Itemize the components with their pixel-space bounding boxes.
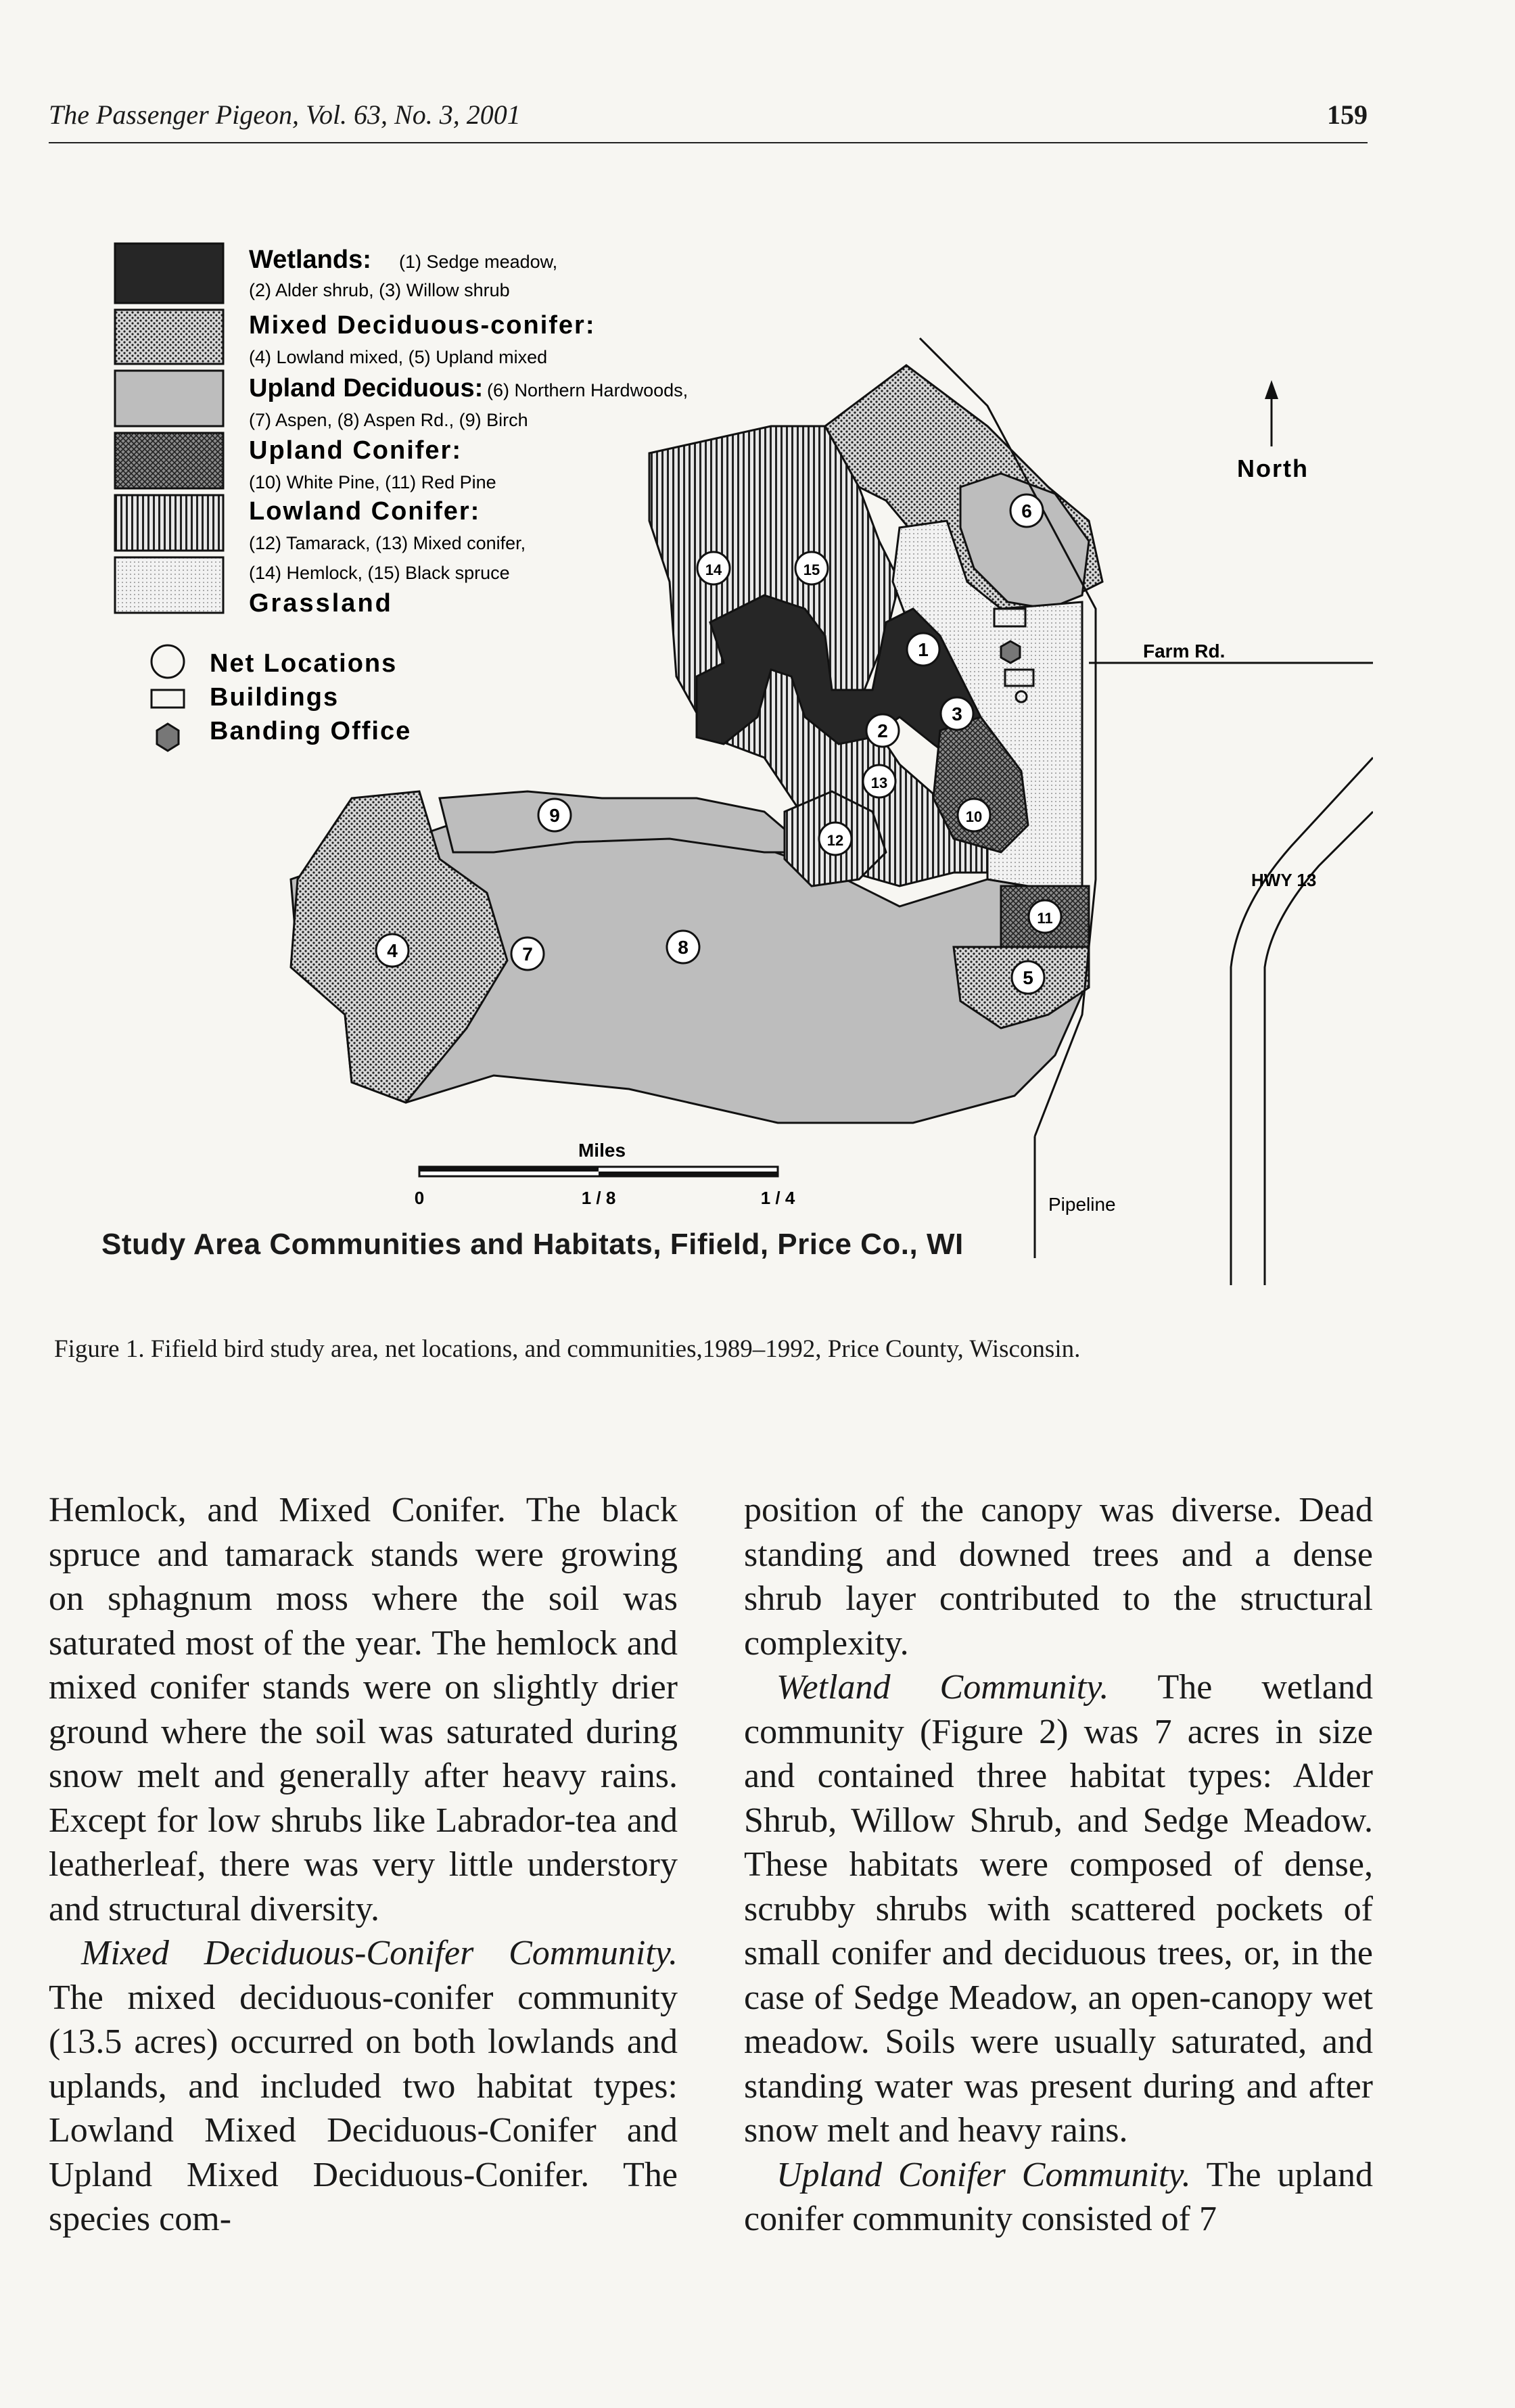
legend-lowland-conifer-items-1: (12) Tamarack, (13) Mixed conifer,: [249, 533, 526, 553]
net-location-5: [1012, 961, 1044, 994]
net-location-9: [538, 799, 571, 831]
legend-swatch-grassland: [115, 557, 223, 613]
running-head: [49, 95, 1368, 143]
legend-swatch-upland-deciduous: [115, 371, 223, 426]
building-icon: [152, 690, 184, 708]
legend-upland-conifer-items: (10) White Pine, (11) Red Pine: [249, 472, 496, 492]
legend-net-locations: Net Locations: [210, 649, 398, 678]
body-paragraph: Hemlock, and Mixed Conifer. The black spruce and tamarack stands were growing on sphagnum moss where the soil was saturated most of the year. The hemlock and mixed conifer stands were on slightly drier ground where the soil was saturated during snow melt and generally after heavy rains. Except for low shrubs like Labrador-tea and leatherleaf, there was very little understory and structural diversity.: [49, 1491, 678, 1928]
legend-lowland-conifer-items-2: (14) Hemlock, (15) Black spruce: [249, 563, 510, 583]
net-location-10: [958, 799, 990, 831]
net-location-label: 13: [870, 774, 888, 791]
body-column-left: [49, 1488, 678, 2242]
net-location-label: 1: [918, 639, 929, 660]
net-location-label: 15: [803, 561, 820, 578]
scale-label-2: 1 / 4: [760, 1188, 795, 1208]
legend-lowland-conifer-title: Lowland Conifer:: [249, 497, 481, 526]
body-column-right: [744, 1488, 1373, 2242]
legend-mixed-title: Mixed Deciduous-conifer:: [249, 311, 596, 340]
scale-label-1: 1 / 8: [581, 1188, 616, 1208]
net-location-label: 8: [678, 937, 689, 958]
legend-wetlands-items-2: (2) Alder shrub, (3) Willow shrub: [249, 280, 510, 300]
net-location-label: 3: [952, 703, 962, 724]
legend-swatch-upland-conifer: [115, 433, 223, 488]
page-number: 159: [1327, 99, 1368, 130]
journal-citation: The Passenger Pigeon, Vol. 63, No. 3, 2001: [49, 99, 521, 130]
hwy-13-line-west: [1231, 758, 1373, 1285]
net-location-label: 5: [1023, 967, 1033, 988]
net-location-6: [1010, 494, 1043, 527]
map-title: Study Area Communities and Habitats, Fifield, Price Co., WI: [101, 1228, 964, 1261]
legend-wetlands-items-1: (1) Sedge meadow,: [399, 252, 558, 272]
net-location-label: 14: [705, 561, 722, 578]
section-heading: Mixed Deciduous-Conifer Community.: [81, 1934, 678, 1972]
legend-swatch-wetlands: [115, 244, 223, 303]
map-canvas: [88, 203, 1373, 1366]
legend-swatch-lowland-conifer: [115, 495, 223, 551]
body-paragraph: [744, 1665, 1373, 2153]
paragraph-text: The mixed deciduous-conifer community (13.5 acres) occurred on both lowlands and uplands, and included two habitat types: Lowland Mixed Deciduous-Conifer and Upland Mixed Deciduous-Conifer. The species com-: [49, 1978, 678, 2238]
farm-road-label: Farm Rd.: [1143, 641, 1226, 662]
north-arrow-icon: [1265, 380, 1278, 399]
legend-upland-conifer-title: Upland Conifer:: [249, 436, 462, 465]
net-location-1: [907, 633, 939, 666]
legend-swatch-mixed: [115, 310, 223, 364]
legend-wetlands-title: Wetlands:: [249, 246, 371, 274]
net-location-8: [667, 931, 699, 963]
net-location-2: [866, 714, 899, 747]
net-location-7: [511, 937, 544, 970]
north-arrow: [1237, 380, 1309, 482]
legend-buildings: Buildings: [210, 683, 340, 712]
net-location-label: 9: [549, 805, 560, 826]
net-location-11: [1029, 900, 1061, 933]
paragraph-text: The upland conifer community consisted of 7: [744, 2155, 1373, 2238]
legend-upland-deciduous-items-1: (6) Northern Hardwoods,: [487, 380, 689, 400]
hwy-label: HWY 13: [1251, 870, 1317, 890]
legend-grassland-title: Grassland: [249, 589, 393, 618]
banding-office-icon: [157, 724, 179, 751]
net-location-label: 2: [877, 720, 888, 741]
body-paragraph: position of the canopy was diverse. Dead standing and downed trees and a dense shrub layer contributed to the structural complexity.: [744, 1491, 1373, 1663]
net-location-14: [697, 552, 730, 584]
pipeline-label: Pipeline: [1048, 1194, 1116, 1215]
banding-office-marker: [1001, 641, 1020, 663]
net-location-label: 7: [522, 944, 533, 965]
legend: [115, 244, 688, 751]
body-paragraph: [744, 2153, 1373, 2242]
figure-caption: Figure 1. Fifield bird study area, net locations, and communities,1989–1992, Price County, Wisconsin.: [54, 1335, 1081, 1363]
net-location-label: 10: [965, 808, 983, 825]
net-location-icon: [152, 645, 184, 678]
scale-title: Miles: [578, 1140, 626, 1161]
net-location-12: [819, 823, 852, 855]
net-location-label: 6: [1021, 501, 1032, 522]
section-heading: Wetland Community.: [776, 1668, 1109, 1707]
net-location-label: 11: [1037, 910, 1053, 927]
legend-upland-deciduous-items-2: (7) Aspen, (8) Aspen Rd., (9) Birch: [249, 410, 528, 430]
net-location-15: [795, 552, 828, 584]
figure-map: [88, 203, 1373, 1366]
net-location-13: [863, 765, 895, 797]
paragraph-text: The wetland community (Figure 2) was 7 acres in size and contained three habitat types: Alder Shrub, Willow Shrub, and Sedge Meadow. These habitats were composed of dense, scrubby shrubs with scattered pockets of small conifer and deciduous trees, or, in the case of Sedge Meadow, an open-canopy wet meadow. Soils were usually saturated, and standing water was present during and after snow melt and heavy rains.: [744, 1668, 1373, 2150]
net-location-3: [941, 697, 973, 730]
legend-banding-office: Banding Office: [210, 717, 412, 745]
net-location-4: [376, 934, 409, 967]
north-label: North: [1237, 455, 1309, 482]
net-location-label: 12: [826, 832, 844, 849]
section-heading: Upland Conifer Community.: [776, 2155, 1191, 2194]
net-location-label: 4: [387, 940, 398, 961]
legend-upland-deciduous-title: Upland Deciduous:: [249, 374, 484, 402]
body-paragraph: [49, 1931, 678, 2242]
legend-mixed-items: (4) Lowland mixed, (5) Upland mixed: [249, 347, 548, 367]
scale-label-0: 0: [414, 1188, 425, 1208]
scale-bar: [415, 1140, 795, 1208]
